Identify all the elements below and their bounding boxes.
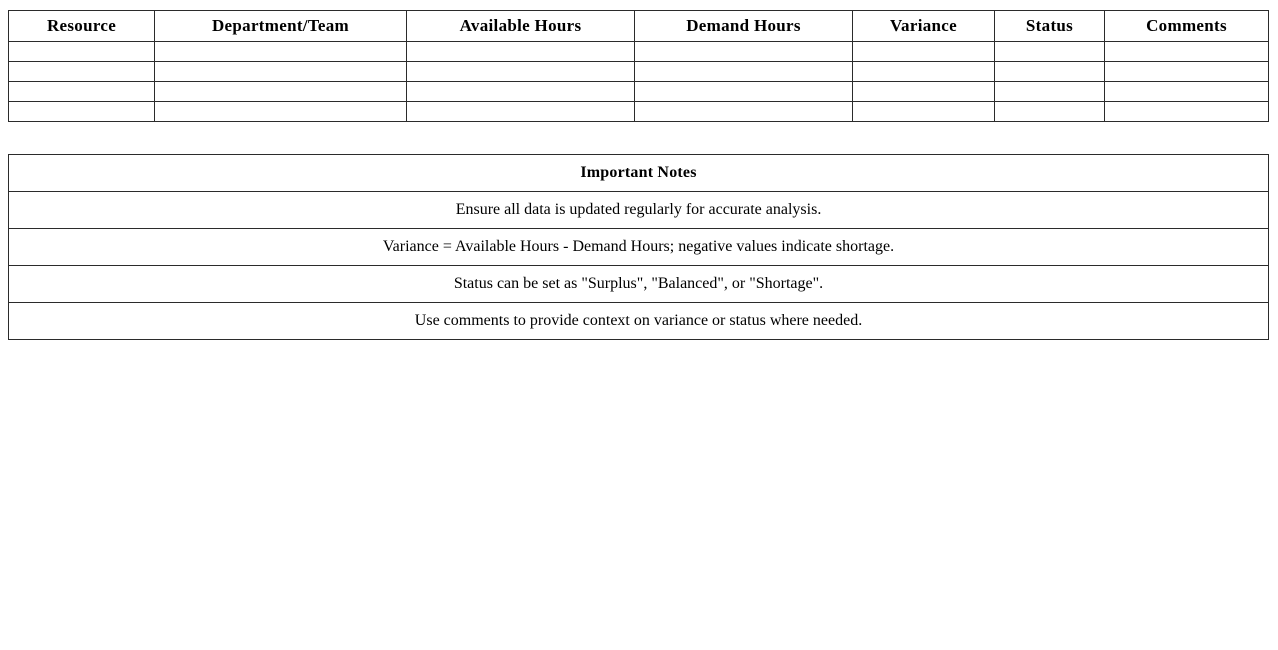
cell-status[interactable] bbox=[995, 102, 1105, 122]
table-row bbox=[9, 82, 1269, 102]
cell-demand-hours[interactable] bbox=[635, 62, 853, 82]
cell-available-hours[interactable] bbox=[407, 62, 635, 82]
cell-department-team[interactable] bbox=[155, 102, 407, 122]
cell-comments[interactable] bbox=[1105, 42, 1269, 62]
note-item: Status can be set as "Surplus", "Balanced", or "Shortage". bbox=[9, 266, 1269, 303]
note-row bbox=[9, 229, 1269, 266]
header-resource: Resource bbox=[9, 11, 155, 42]
note-item: Variance = Available Hours - Demand Hours; negative values indicate shortage. bbox=[9, 229, 1269, 266]
table-row bbox=[9, 62, 1269, 82]
cell-variance[interactable] bbox=[853, 42, 995, 62]
note-row bbox=[9, 303, 1269, 340]
cell-available-hours[interactable] bbox=[407, 102, 635, 122]
header-department-team: Department/Team bbox=[155, 11, 407, 42]
header-variance: Variance bbox=[853, 11, 995, 42]
cell-comments[interactable] bbox=[1105, 102, 1269, 122]
cell-department-team[interactable] bbox=[155, 42, 407, 62]
header-status: Status bbox=[995, 11, 1105, 42]
notes-title-row bbox=[9, 155, 1269, 192]
cell-status[interactable] bbox=[995, 82, 1105, 102]
note-row bbox=[9, 192, 1269, 229]
cell-department-team[interactable] bbox=[155, 62, 407, 82]
note-item: Use comments to provide context on variance or status where needed. bbox=[9, 303, 1269, 340]
resource-capacity-table bbox=[8, 10, 1269, 122]
cell-comments[interactable] bbox=[1105, 62, 1269, 82]
cell-available-hours[interactable] bbox=[407, 82, 635, 102]
header-comments: Comments bbox=[1105, 11, 1269, 42]
cell-status[interactable] bbox=[995, 42, 1105, 62]
cell-resource[interactable] bbox=[9, 102, 155, 122]
cell-resource[interactable] bbox=[9, 82, 155, 102]
cell-department-team[interactable] bbox=[155, 82, 407, 102]
table-row bbox=[9, 102, 1269, 122]
note-item: Ensure all data is updated regularly for accurate analysis. bbox=[9, 192, 1269, 229]
cell-comments[interactable] bbox=[1105, 82, 1269, 102]
cell-demand-hours[interactable] bbox=[635, 82, 853, 102]
header-demand-hours: Demand Hours bbox=[635, 11, 853, 42]
notes-title: Important Notes bbox=[9, 155, 1269, 192]
cell-variance[interactable] bbox=[853, 62, 995, 82]
cell-variance[interactable] bbox=[853, 82, 995, 102]
cell-demand-hours[interactable] bbox=[635, 102, 853, 122]
table-row bbox=[9, 42, 1269, 62]
cell-demand-hours[interactable] bbox=[635, 42, 853, 62]
header-available-hours: Available Hours bbox=[407, 11, 635, 42]
cell-available-hours[interactable] bbox=[407, 42, 635, 62]
important-notes-table bbox=[8, 154, 1269, 340]
cell-status[interactable] bbox=[995, 62, 1105, 82]
note-row bbox=[9, 266, 1269, 303]
header-row bbox=[9, 11, 1269, 42]
cell-resource[interactable] bbox=[9, 42, 155, 62]
cell-resource[interactable] bbox=[9, 62, 155, 82]
cell-variance[interactable] bbox=[853, 102, 995, 122]
